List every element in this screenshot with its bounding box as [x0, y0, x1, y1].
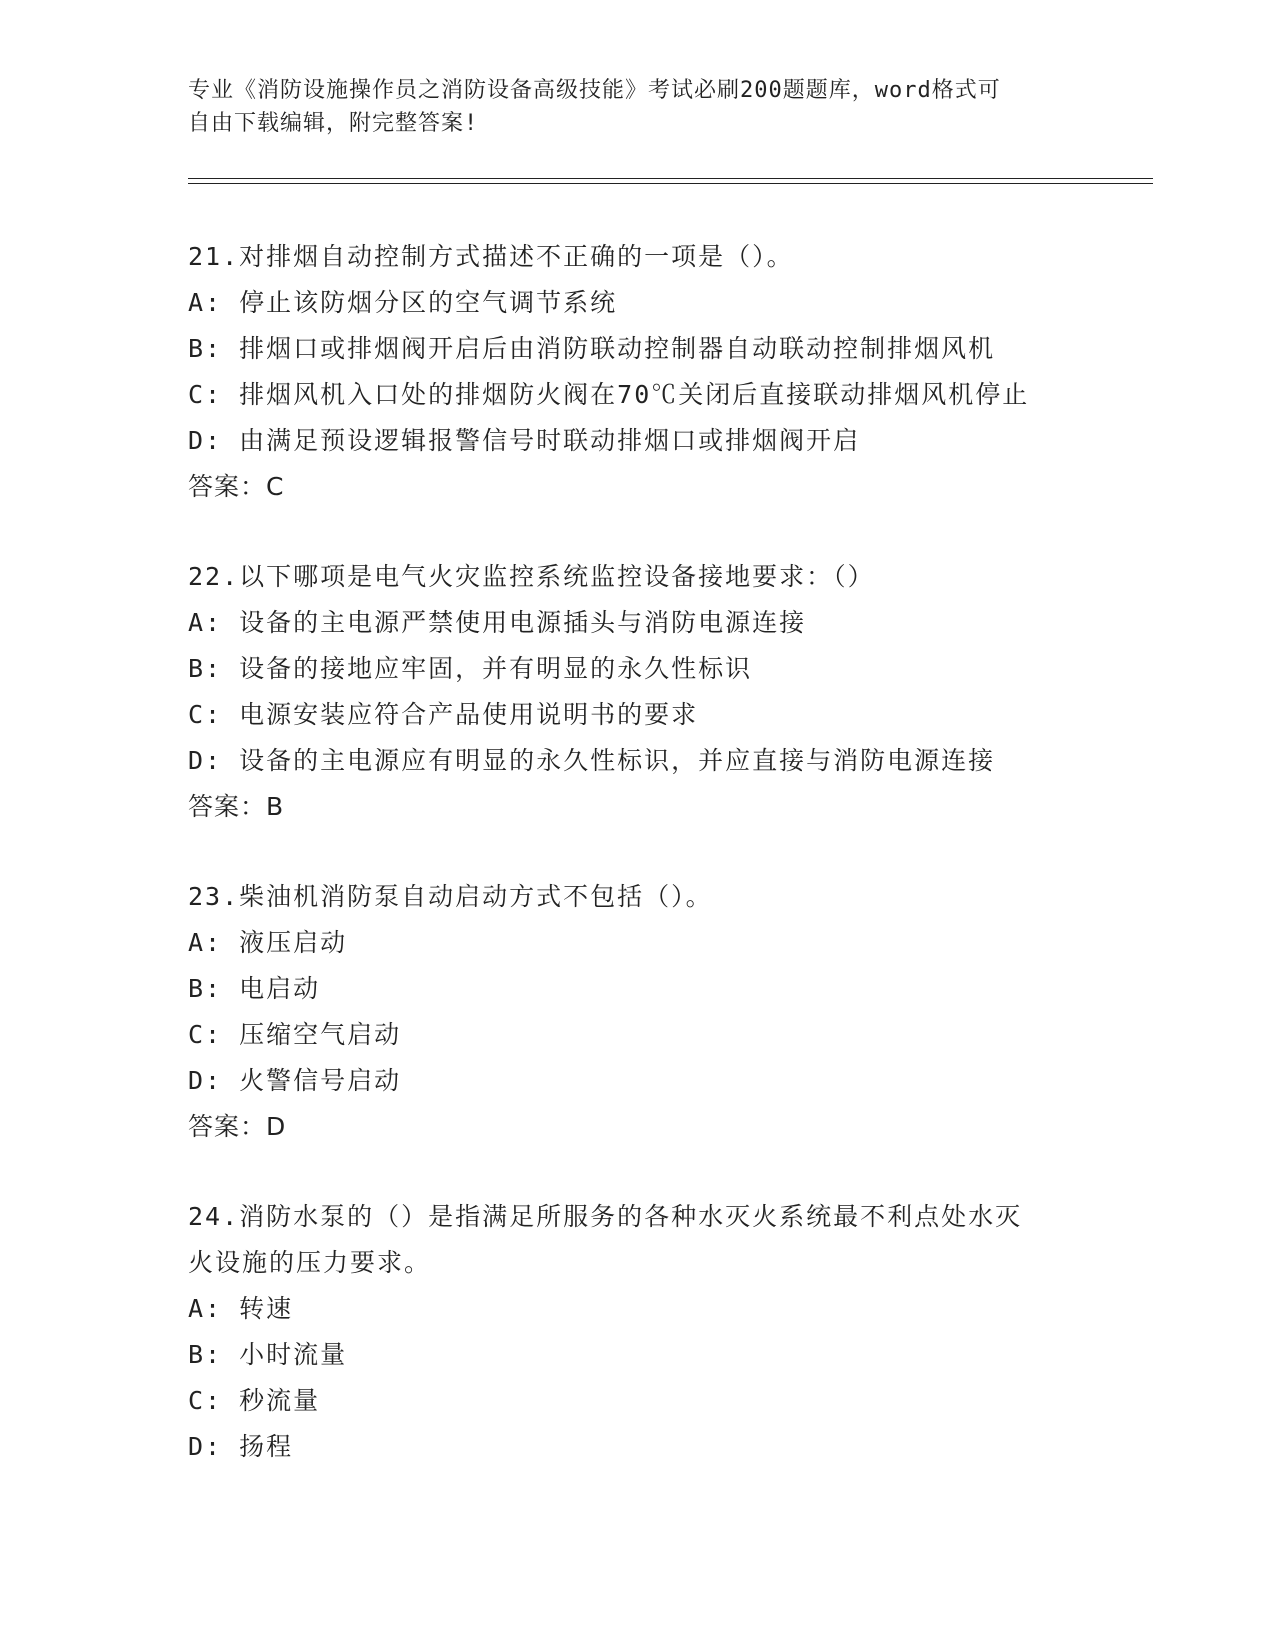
question-23	[188, 874, 1088, 1150]
option-b: B: 设备的接地应牢固，并有明显的永久性标识	[188, 654, 753, 683]
question-21	[188, 234, 1088, 510]
option-c: C: 排烟风机入口处的排烟防火阀在70℃关闭后直接联动排烟风机停止	[188, 380, 1030, 409]
question-22	[188, 554, 1088, 830]
question-stem-line-1: 24.消防水泵的（）是指满足所服务的各种水灭火系统最不利点处水灭	[188, 1202, 1023, 1231]
answer-line: 答案：D	[188, 1112, 287, 1141]
option-a: A: 转速	[188, 1294, 294, 1323]
option-b: B: 排烟口或排烟阀开启后由消防联动控制器自动联动控制排烟风机	[188, 334, 996, 363]
option-b: B: 电启动	[188, 974, 321, 1003]
option-a: A: 液压启动	[188, 928, 348, 957]
question-stem: 23.柴油机消防泵自动启动方式不包括（）。	[188, 882, 713, 911]
header-line-2: 自由下载编辑，附完整答案!	[188, 111, 479, 136]
option-c: C: 电源安装应符合产品使用说明书的要求	[188, 700, 699, 729]
answer-line: 答案：B	[188, 792, 285, 821]
option-d: D: 由满足预设逻辑报警信号时联动排烟口或排烟阀开启	[188, 426, 861, 455]
answer-line: 答案：C	[188, 472, 285, 501]
option-c: C: 秒流量	[188, 1386, 321, 1415]
option-d: D: 扬程	[188, 1432, 294, 1461]
document-header	[188, 74, 1068, 140]
header-divider-bottom	[188, 183, 1153, 184]
option-d: D: 设备的主电源应有明显的永久性标识，并应直接与消防电源连接	[188, 746, 996, 775]
question-stem-line-2: 火设施的压力要求。	[188, 1248, 432, 1277]
option-d: D: 火警信号启动	[188, 1066, 402, 1095]
option-a: A: 设备的主电源严禁使用电源插头与消防电源连接	[188, 608, 807, 637]
question-stem: 21.对排烟自动控制方式描述不正确的一项是（）。	[188, 242, 794, 271]
question-stem: 22.以下哪项是电气火灾监控系统监控设备接地要求：（）	[188, 562, 875, 591]
option-c: C: 压缩空气启动	[188, 1020, 402, 1049]
header-divider-top	[188, 178, 1153, 179]
option-a: A: 停止该防烟分区的空气调节系统	[188, 288, 618, 317]
header-line-1: 专业《消防设施操作员之消防设备高级技能》考试必刷200题题库，word格式可	[188, 78, 1001, 103]
option-b: B: 小时流量	[188, 1340, 348, 1369]
question-24	[188, 1194, 1088, 1470]
